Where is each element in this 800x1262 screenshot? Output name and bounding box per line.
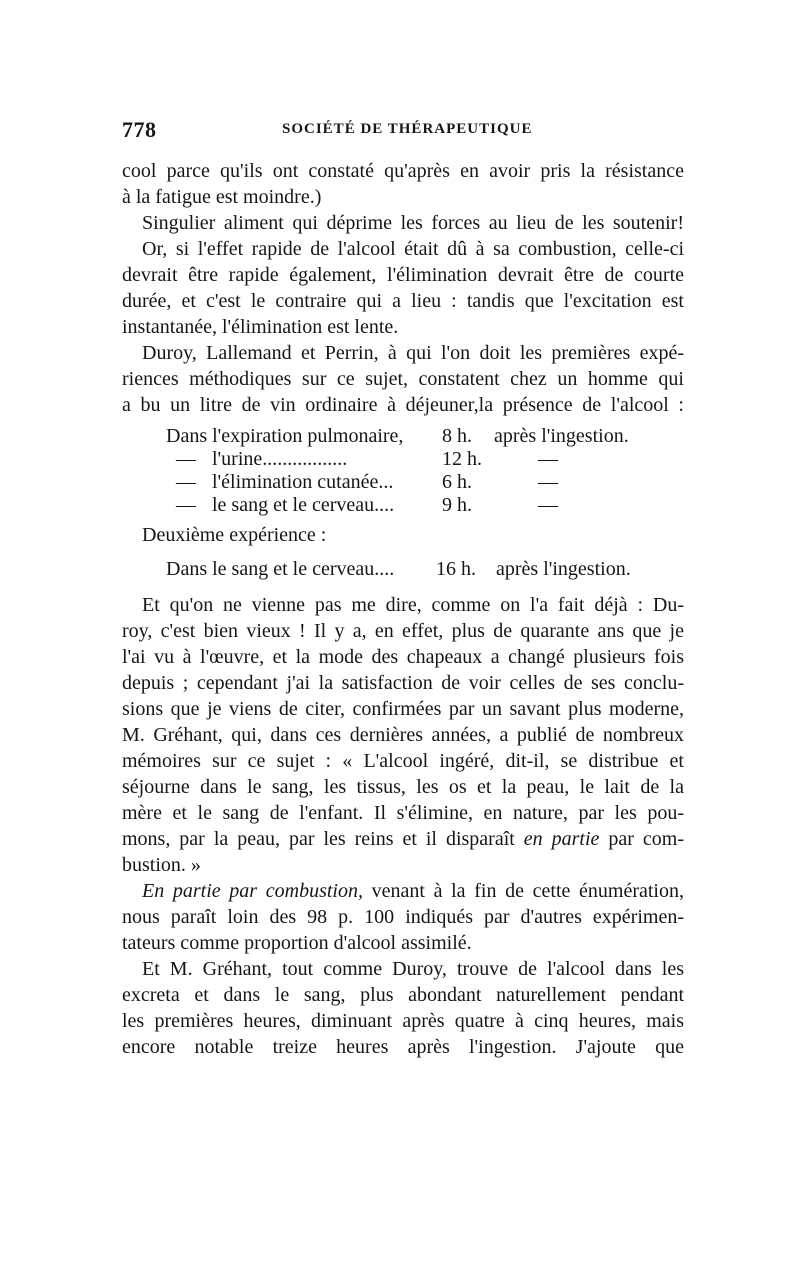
table-row-label: Dans le sang et le cerveau....: [166, 558, 395, 580]
text-line: Et M. Gréhant, tout comme Duroy, trouve de l'alcool dans les: [142, 958, 684, 980]
text-line: [142, 878, 684, 904]
text-line: depuis ; cependant j'ai la satisfaction de voir celles de ses conclu-: [122, 672, 684, 694]
text-line: tateurs comme proportion d'alcool assimilé.: [122, 932, 472, 954]
table-row: [166, 492, 766, 518]
text-line: séjourne dans le sang, les tissus, les os et la peau, le lait de la: [122, 776, 684, 798]
running-title: SOCIÉTÉ DE THÉRAPEUTIQUE: [282, 121, 533, 137]
table-row-label: l'élimination cutanée...: [212, 471, 394, 493]
text-line: sions que je viens de citer, confirmées par un savant plus moderne,: [122, 698, 684, 720]
text-line: excreta et dans le sang, plus abondant naturellement pendant: [122, 984, 684, 1006]
section-heading: Deuxième expérience :: [142, 524, 327, 546]
text-line: nous paraît loin des 98 p. 100 indiqués par d'autres expérimen-: [122, 906, 684, 928]
text-line: a bu un litre de vin ordinaire à déjeuner,la présence de l'alcool :: [122, 394, 684, 416]
table-row-label: l'urine.................: [212, 448, 348, 470]
text-line: riences méthodiques sur ce sujet, constatent chez un homme qui: [122, 368, 684, 390]
text-segment: venant à la fin de cette énumération,: [362, 880, 684, 902]
italic-phrase: en partie: [523, 828, 600, 850]
page-number: 778: [122, 117, 157, 142]
text-line: les premières heures, diminuant après quatre à cinq heures, mais: [122, 1010, 684, 1032]
table-row-dash: —: [176, 448, 196, 470]
text-line: durée, et c'est le contraire qui a lieu : tandis que l'excitation est: [122, 290, 684, 312]
table-row-note: après l'ingestion.: [496, 558, 631, 580]
text-line: mère et le sang de l'enfant. Il s'élimine, en nature, par les pou-: [122, 802, 684, 824]
text-line: [122, 826, 684, 852]
text-line: mémoires sur ce sujet : « L'alcool ingéré, dit-il, se distribue et: [122, 750, 684, 772]
text-line: M. Gréhant, qui, dans ces dernières années, a publié de nombreux: [122, 724, 684, 746]
text-line: roy, c'est bien vieux ! Il y a, en effet, plus de quarante ans que je: [122, 620, 684, 642]
text-line: devrait être rapide également, l'élimination devrait être de courte: [122, 264, 684, 286]
italic-phrase: En partie par combustion,: [142, 880, 363, 902]
table-row-value: 6 h.: [442, 471, 472, 493]
text-segment: par com-: [599, 828, 684, 850]
text-line: cool parce qu'ils ont constaté qu'après en avoir pris la résistance: [122, 160, 684, 182]
table-row-note: —: [538, 471, 558, 493]
table-row-dash: —: [176, 471, 196, 493]
text-line: Or, si l'effet rapide de l'alcool était dû à sa combustion, celle-ci: [142, 238, 684, 260]
text-segment: mons, par la peau, par les reins et il disparaît: [122, 828, 524, 850]
page-header: [122, 117, 684, 143]
table-row-note: —: [538, 494, 558, 516]
text-line: Singulier aliment qui déprime les forces au lieu de les soutenir!: [142, 212, 684, 234]
table-row-value: 16 h.: [436, 558, 476, 580]
table-row-value: 12 h.: [442, 448, 482, 470]
table-row-label: Dans l'expiration pulmonaire,: [166, 425, 404, 447]
table-row-label: le sang et le cerveau....: [212, 494, 395, 516]
text-line: instantanée, l'élimination est lente.: [122, 316, 399, 338]
table-row-value: 8 h.: [442, 425, 472, 447]
table-row: [166, 556, 766, 582]
table-row-note: après l'ingestion.: [494, 425, 629, 447]
text-line: l'ai vu à l'œuvre, et la mode des chapeaux a changé plusieurs fois: [122, 646, 684, 668]
text-line: à la fatigue est moindre.): [122, 186, 322, 208]
table-row-value: 9 h.: [442, 494, 472, 516]
table-row-note: —: [538, 448, 558, 470]
table-row-dash: —: [176, 494, 196, 516]
text-line: bustion. »: [122, 854, 201, 876]
text-line: Et qu'on ne vienne pas me dire, comme on l'a fait déjà : Du-: [142, 594, 684, 616]
text-line: Duroy, Lallemand et Perrin, à qui l'on doit les premières expé-: [142, 342, 684, 364]
text-line: encore notable treize heures après l'ingestion. J'ajoute que: [122, 1036, 684, 1058]
